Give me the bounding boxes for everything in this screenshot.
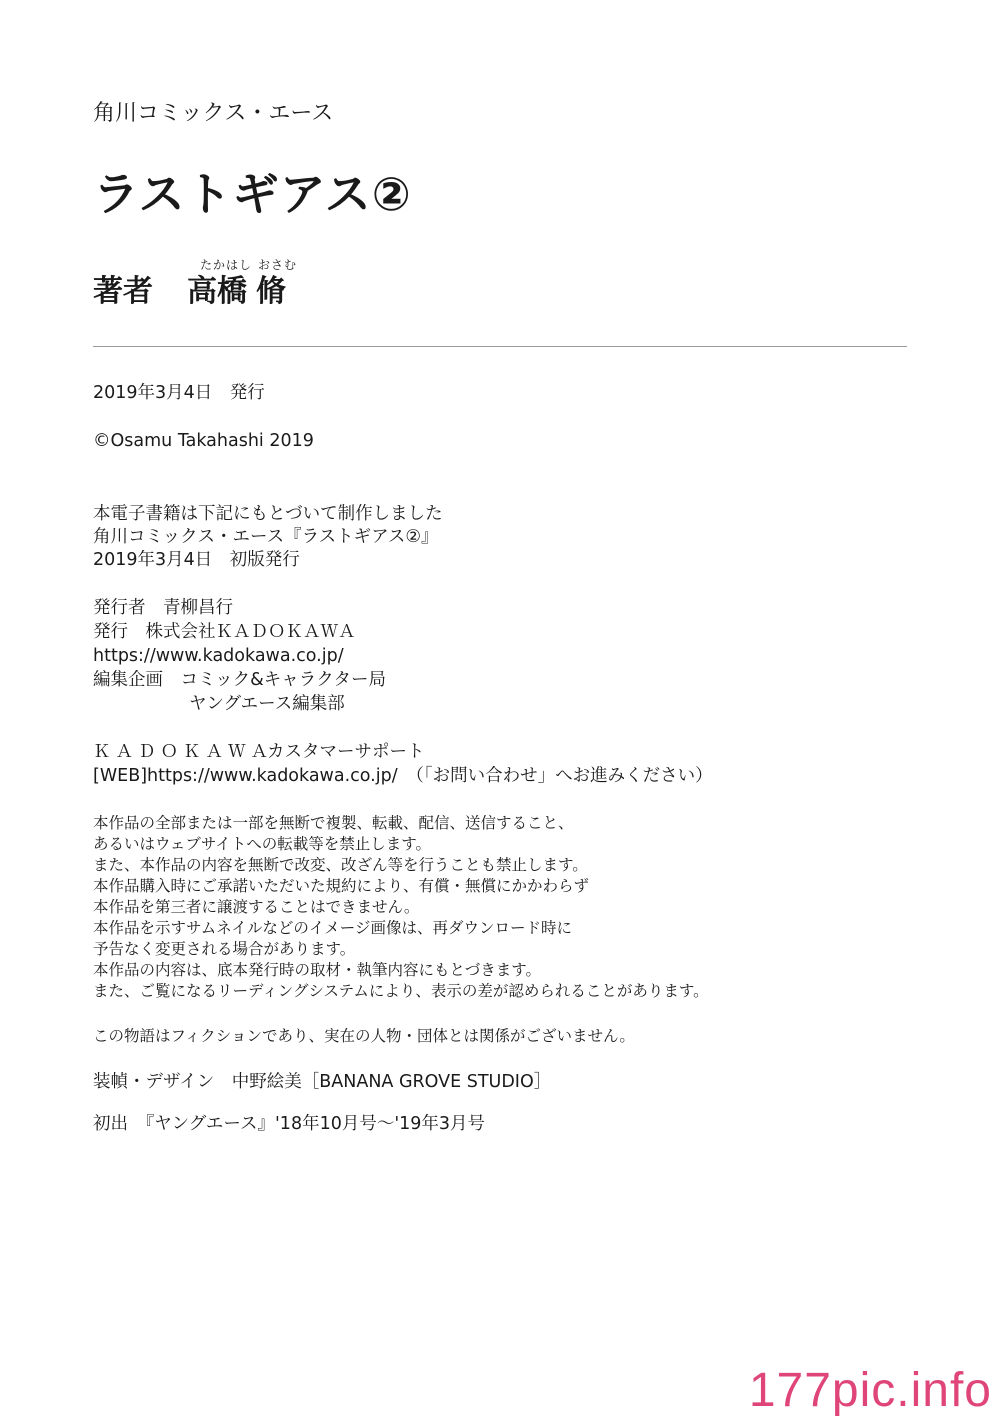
publisher-company: 発行 株式会社ＫＡＤＯＫＡＷＡ	[93, 622, 356, 642]
book-title: ラストギアス②	[93, 167, 412, 221]
site-watermark: 177pic.info	[748, 1364, 992, 1417]
notice-line: 本作品の全部または一部を無断で複製、転載、配信、送信すること、	[93, 814, 574, 832]
editorial-dept: ヤングエース編集部	[189, 694, 345, 714]
author-role: 著者	[93, 274, 153, 309]
fiction-notice: この物語はフィクションであり、実在の人物・団体とは関係がございません。	[93, 1027, 635, 1045]
edition-note-1: 本電子書籍は下記にもとづいて制作しました	[93, 504, 443, 524]
notice-line: あるいはウェブサイトへの転載等を禁止します。	[93, 835, 432, 853]
notice-line: また、ご覧になるリーディングシステムにより、表示の差が認められることがあります。	[93, 982, 709, 1000]
publisher-person: 発行者 青柳昌行	[93, 598, 233, 618]
imprint-label: 角川コミックス・エース	[93, 101, 334, 126]
design-credit: 装幀・デザイン 中野絵美［BANANA GROVE STUDIO］	[93, 1072, 552, 1092]
notice-line: また、本作品の内容を無断で改変、改ざん等を行うことも禁止します。	[93, 856, 588, 874]
notice-line: 本作品の内容は、底本発行時の取材・執筆内容にもとづきます。	[93, 961, 541, 979]
ruby-family: たかはし	[200, 258, 253, 272]
edition-note-3: 2019年3月4日 初版発行	[93, 550, 300, 570]
publisher-url: https://www.kadokawa.co.jp/	[93, 646, 344, 666]
ruby-given: おさむ	[258, 258, 298, 272]
notice-line: 本作品を第三者に譲渡することはできません。	[93, 898, 420, 916]
editorial-planning: 編集企画 コミック&キャラクター局	[93, 670, 386, 690]
issue-date: 2019年3月4日 発行	[93, 383, 265, 403]
edition-note-2: 角川コミックス・エース『ラストギアス②』	[93, 527, 439, 547]
author-given-name: 脩	[256, 274, 286, 309]
support-company: ＫＡＤＯＫＡＷＡ	[93, 742, 273, 762]
copyright: ©Osamu Takahashi 2019	[93, 431, 314, 451]
notice-line: 本作品を示すサムネイルなどのイメージ画像は、再ダウンロード時に	[93, 919, 572, 937]
divider	[93, 346, 907, 347]
notice-line: 予告なく変更される場合があります。	[93, 940, 356, 958]
support-web: [WEB]https://www.kadokawa.co.jp/ （「お問い合わせ」へお進みください）	[93, 766, 713, 786]
notice-line: 本作品購入時にご承諾いただいた規約により、有償・無償にかかわらず	[93, 877, 590, 895]
author-family-name: 高橋	[187, 274, 247, 309]
first-publication: 初出 『ヤングエース』'18年10月号～'19年3月号	[93, 1114, 486, 1134]
support-label: カスタマーサポート	[267, 742, 425, 762]
